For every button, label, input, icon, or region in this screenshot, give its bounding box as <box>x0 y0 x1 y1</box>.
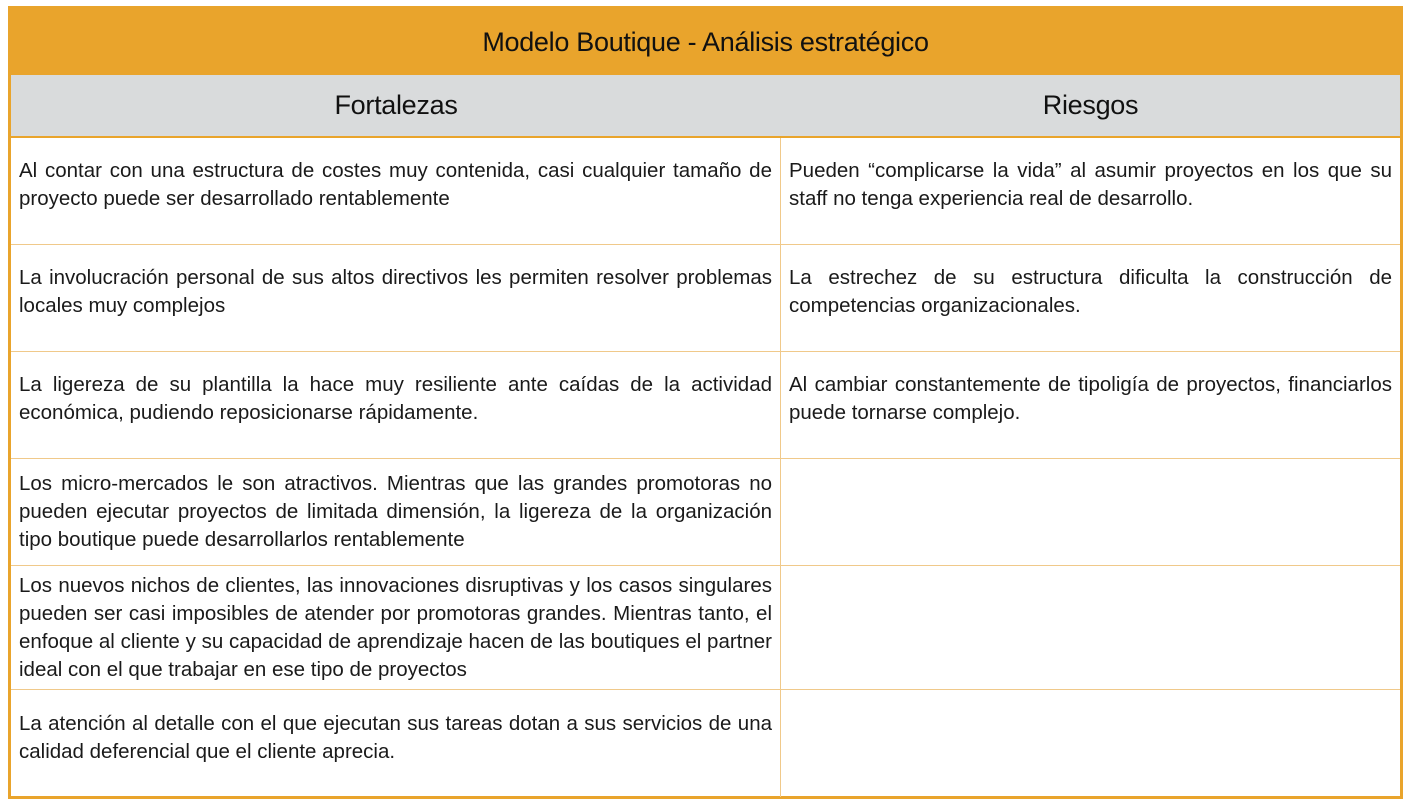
header-risks: Riesgos <box>1042 90 1139 120</box>
strength-text: Los nuevos nichos de clientes, las innovaciones disruptivas y los casos singulares pueden ser casi imposibles de atender por promotoras grandes. Mientras tanto, el enfoque al cliente y su capacidad de aprendizaje hacen de las boutiques el partner ideal con el que trabajar en ese tipo de proyectos <box>19 573 772 681</box>
strength-text: La involucración personal de sus altos directivos les permiten resolver problemas locales muy complejos <box>19 266 772 317</box>
table-row <box>11 245 1400 352</box>
strength-cell <box>11 566 781 689</box>
risk-cell <box>781 690 1400 797</box>
risk-cell <box>781 459 1400 565</box>
table-row <box>11 138 1400 245</box>
strength-text: La ligereza de su plantilla la hace muy resiliente ante caídas de la actividad económica, pudiendo reposicionarse rápidamente. <box>19 373 772 424</box>
table-row <box>11 459 1400 566</box>
strength-cell <box>11 690 781 797</box>
risk-text: Pueden “complicarse la vida” al asumir proyectos en los que su staff no tenga experiencia real de desarrollo. <box>789 159 1392 210</box>
strength-text: Al contar con una estructura de costes muy contenida, casi cualquier tamaño de proyecto puede ser desarrollado rentablemente <box>19 159 772 210</box>
strength-cell <box>11 245 781 351</box>
table-row <box>11 352 1400 459</box>
risk-cell <box>781 352 1400 458</box>
table-row <box>11 690 1400 797</box>
strength-cell <box>11 459 781 565</box>
risk-cell <box>781 138 1400 244</box>
table-title: Modelo Boutique - Análisis estratégico <box>11 9 1400 75</box>
risk-cell <box>781 245 1400 351</box>
risk-text: La estrechez de su estructura dificulta la construcción de competencias organizacionales. <box>789 266 1392 317</box>
header-strengths: Fortalezas <box>334 90 458 120</box>
risk-text: Al cambiar constantemente de tipoligía de proyectos, financiarlos puede tornarse complejo. <box>789 373 1392 424</box>
column-header-row <box>11 75 1400 138</box>
table-row <box>11 566 1400 690</box>
strategic-analysis-table <box>8 6 1403 799</box>
strength-cell <box>11 352 781 458</box>
strength-cell <box>11 138 781 244</box>
risk-cell <box>781 566 1400 689</box>
strength-text: Los micro-mercados le son atractivos. Mientras que las grandes promotoras no pueden ejecutar proyectos de limitada dimensión, la ligereza de la organización tipo boutique puede desarrollarlos rentablemente <box>19 472 772 551</box>
strength-text: La atención al detalle con el que ejecutan sus tareas dotan a sus servicios de una calidad deferencial que el cliente aprecia. <box>19 711 772 763</box>
